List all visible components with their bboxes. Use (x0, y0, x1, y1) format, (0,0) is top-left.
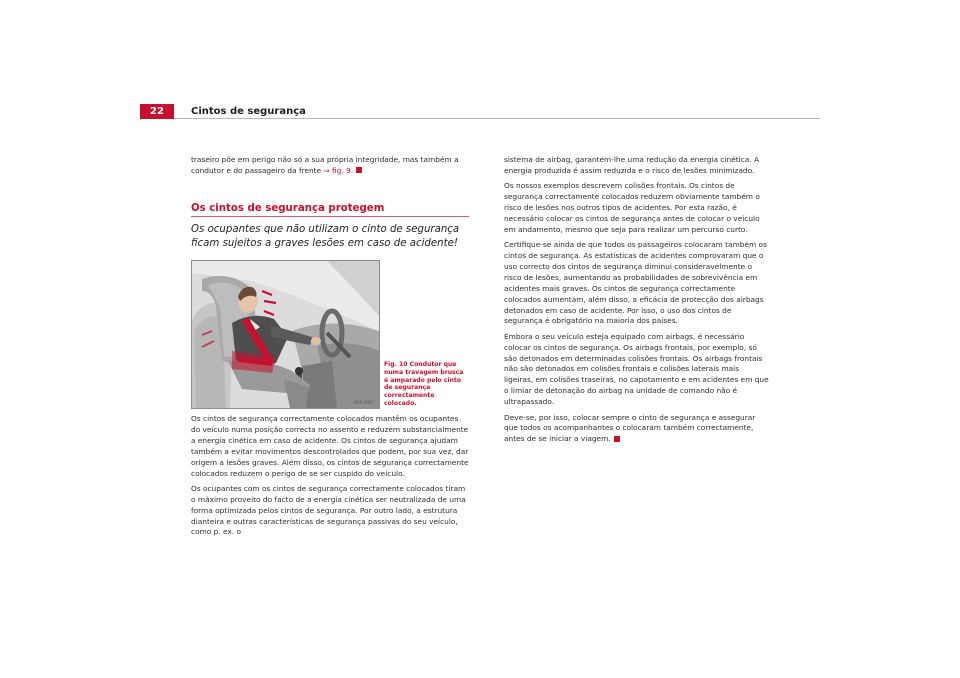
left-paragraph-2: Os ocupantes com os cintos de segurança correctamente colocados tiram o máximo proveito do facto de a energia cinética ser neutralizada de uma forma optimizada pelos cintos de segurança. Por outro lado, a estrutura dianteira e outras características de segurança passivas do seu veículo, como p. ex. o (191, 483, 466, 537)
figure-code: B5P-0067 (354, 400, 375, 405)
section-end-marker (614, 436, 620, 442)
right-paragraph-1: sistema de airbag, garantem-lhe uma redução da energia cinética. A energia produzida é assim reduzida e o risco de lesões minimizado. (504, 155, 760, 175)
running-header-title: Cintos de segurança (191, 106, 306, 117)
section-subheading: Os ocupantes que não utilizam o cinto de segurança ficam sujeitos a graves lesões em caso de acidente! (191, 223, 460, 250)
figure-caption: Fig. 10 Condutor que numa travagem brusca é amparado pelo cinto de segurança correctamente colocado. (384, 361, 464, 407)
right-paragraph-3: Certifique-se ainda de que todos os passageiros colocaram também os cintos de segurança. As estatísticas de acidentes comprovaram que o uso correcto dos cintos de segurança diminui consideravelmente o risco de lesões, aumentando as probabilidades de sobrevivência em acidentes mais graves. Os cintos de segurança correctamente colocados aumentam, além disso, a eficácia de protecção dos airbags detonados em caso de acidente. Por isso, o uso dos cintos de segurança é obrigatório na maioria dos países. (504, 240, 767, 326)
driver-seatbelt-illustration (192, 261, 379, 408)
right-paragraph-5 (504, 413, 770, 446)
page-number: 22 (140, 104, 174, 119)
section-end-marker (356, 167, 362, 173)
intro-end: . (350, 165, 354, 175)
section-heading-rule (191, 216, 469, 217)
figure-9-link[interactable]: ⇒ fig. 9 (323, 165, 351, 175)
right-paragraph-2: Os nossos exemplos descrevem colisões frontais. Os cintos de segurança correctamente colocados reduzem obviamente também o risco de lesões nos outros tipos de acidentes. Por esta razão, é necessário colocar os cintos de segurança antes de colocar o veículo em andamento, mesmo que seja para realizar um percurso curto. (504, 181, 760, 234)
right-paragraph-4: Embora o seu veículo esteja equipado com airbags, é necessário colocar os cintos de segurança. Os airbags frontais, por exemplo, só são detonados em determinadas colisões frontais. Os airbags frontais não são detonados em colisões frontais e colisões laterais mais ligeiras, em colisões traseiras, no capotamento e em acidentes em que o limiar de detonação do airbag na unidade de comando não é ultrapassado. (504, 331, 769, 407)
right-paragraph-5-text: Deve-se, por isso, colocar sempre o cinto de segurança e assegurar que todos os acompanhantes o colocaram também correctamente, antes de se iniciar a viagem. (504, 412, 756, 444)
intro-text: traseiro põe em perigo não só a sua própria integridade, mas também a condutor e do passageiro da frente (191, 155, 459, 175)
left-column (191, 155, 469, 543)
figure-block (191, 260, 469, 409)
intro-paragraph (191, 155, 469, 177)
header-divider (174, 118, 820, 119)
section-heading: Os cintos de segurança protegem (191, 202, 385, 214)
right-column (504, 155, 770, 450)
left-paragraph-1: Os cintos de segurança correctamente colocados mantêm os ocupantes do veículo numa posição correcta no assento e reduzem substancialmente a energia cinética em caso de acidente. Os cintos de segurança ajudam também a evitar movimentos descontrolados que podem, por sua vez, dar origem a lesões graves. Além disso, os cintos de segurança correctamente colocados reduzem o perigo de se ser cuspido do veículo. (191, 414, 469, 478)
figure-10-illustration (191, 260, 380, 409)
